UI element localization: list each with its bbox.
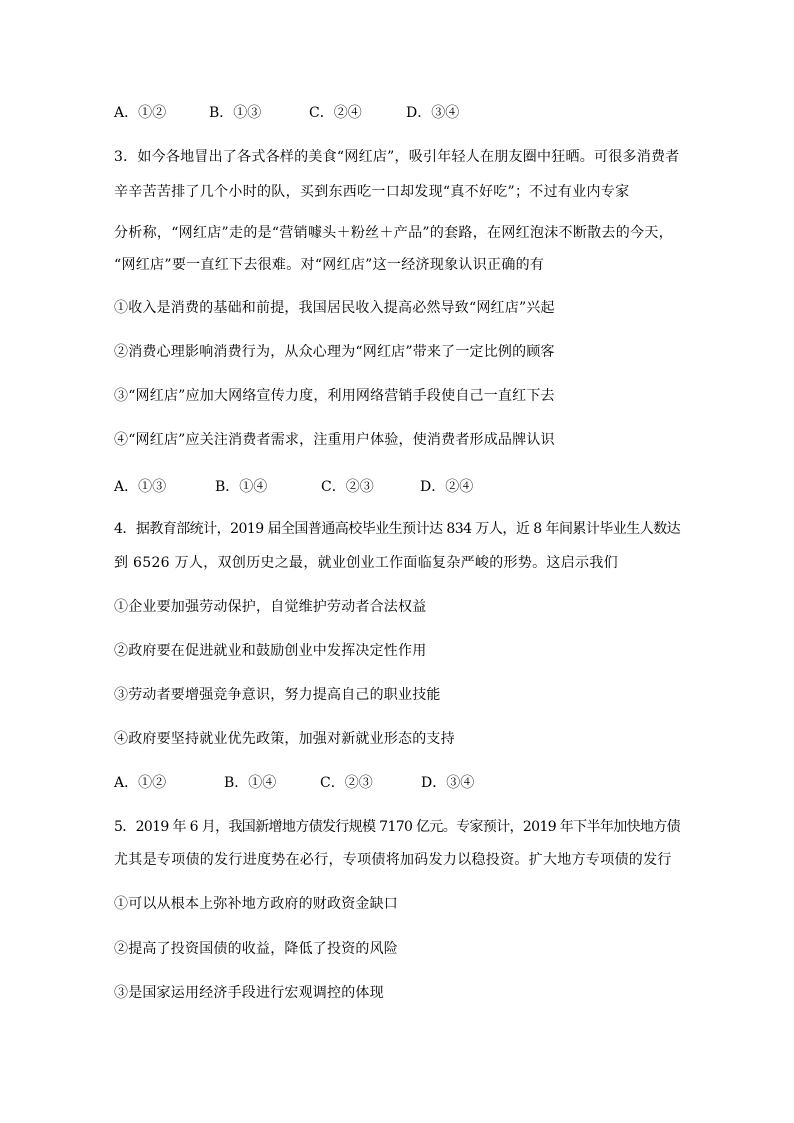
q4-stem-line-1: 4．据教育部统计，2019 届全国普通高校毕业生预计达 834 万人，近 8 年间累计毕业生人数达	[114, 521, 681, 537]
q3-option-d[interactable]: D．②④	[420, 479, 474, 495]
q5-stem-line-2: 尤其是专项债的发行进度势在必行，专项债将加码发力以稳投资。扩大地方专项债的发行	[114, 852, 672, 868]
q4-statement-4: ④政府要坚持就业优先政策，加强对新就业形态的支持	[114, 731, 455, 747]
q2-option-b[interactable]: B．①③	[209, 105, 262, 121]
q2-option-c[interactable]: C．②④	[309, 105, 362, 121]
q4-statement-1: ①企业要加强劳动保护，自觉维护劳动者合法权益	[114, 599, 427, 615]
q5-statement-2: ②提高了投资国债的收益，降低了投资的风险	[114, 941, 398, 957]
q3-statement-1: ①收入是消费的基础和前提，我国居民收入提高必然导致“网红店”兴起	[114, 300, 555, 316]
q3-option-b[interactable]: B．①④	[215, 479, 268, 495]
q2-option-a[interactable]: A．①②	[114, 105, 167, 121]
q4-option-a[interactable]: A．①②	[114, 775, 167, 791]
q3-stem-line-3: 分析称，“网红店”走的是“营销噱头＋粉丝＋产品”的套路，在网红泡沫不断散去的今天，	[114, 225, 673, 241]
q5-statement-3: ③是国家运用经济手段进行宏观调控的体现	[114, 985, 384, 1001]
q3-option-a[interactable]: A．①③	[114, 479, 167, 495]
q3-statement-2: ②消费心理影响消费行为，从众心理为“网红店”带来了一定比例的顾客	[114, 344, 555, 360]
q3-statement-4: ④“网红店”应关注消费者需求，注重用户体验，使消费者形成品牌认识	[114, 432, 555, 448]
q3-stem-line-2: 辛辛苦苦排了几个小时的队，买到东西吃一口却发现“真不好吃”；不过有业内专家	[114, 184, 630, 200]
q3-statement-3: ③“网红店”应加大网络宣传力度，利用网络营销手段使自己一直红下去	[114, 388, 555, 404]
q4-option-d[interactable]: D．③④	[421, 775, 475, 791]
q3-stem-line-4: “网红店”要一直红下去很难。对“网红店”这一经济现象认识正确的有	[114, 257, 545, 273]
q2-option-d[interactable]: D．③④	[406, 105, 460, 121]
q4-option-c[interactable]: C．②③	[320, 775, 373, 791]
q4-stem-line-2: 到 6526 万人，双创历史之最，就业创业工作面临复杂严峻的形势。这启示我们	[114, 555, 618, 571]
q3-stem-line-1: 3．如今各地冒出了各式各样的美食“网红店”，吸引年轻人在朋友圈中狂晒。可很多消费者	[114, 149, 680, 165]
q4-statement-2: ②政府要在促进就业和鼓励创业中发挥决定性作用	[114, 643, 427, 659]
q4-option-b[interactable]: B．①④	[224, 775, 277, 791]
q5-stem-line-1: 5．2019 年 6 月，我国新增地方债发行规模 7170 亿元。专家预计，2019 年下半年加快地方债	[114, 819, 681, 835]
q4-statement-3: ③劳动者要增强竞争意识，努力提高自己的职业技能	[114, 687, 441, 703]
q3-option-c[interactable]: C．②③	[321, 479, 374, 495]
q5-statement-1: ①可以从根本上弥补地方政府的财政资金缺口	[114, 896, 398, 912]
